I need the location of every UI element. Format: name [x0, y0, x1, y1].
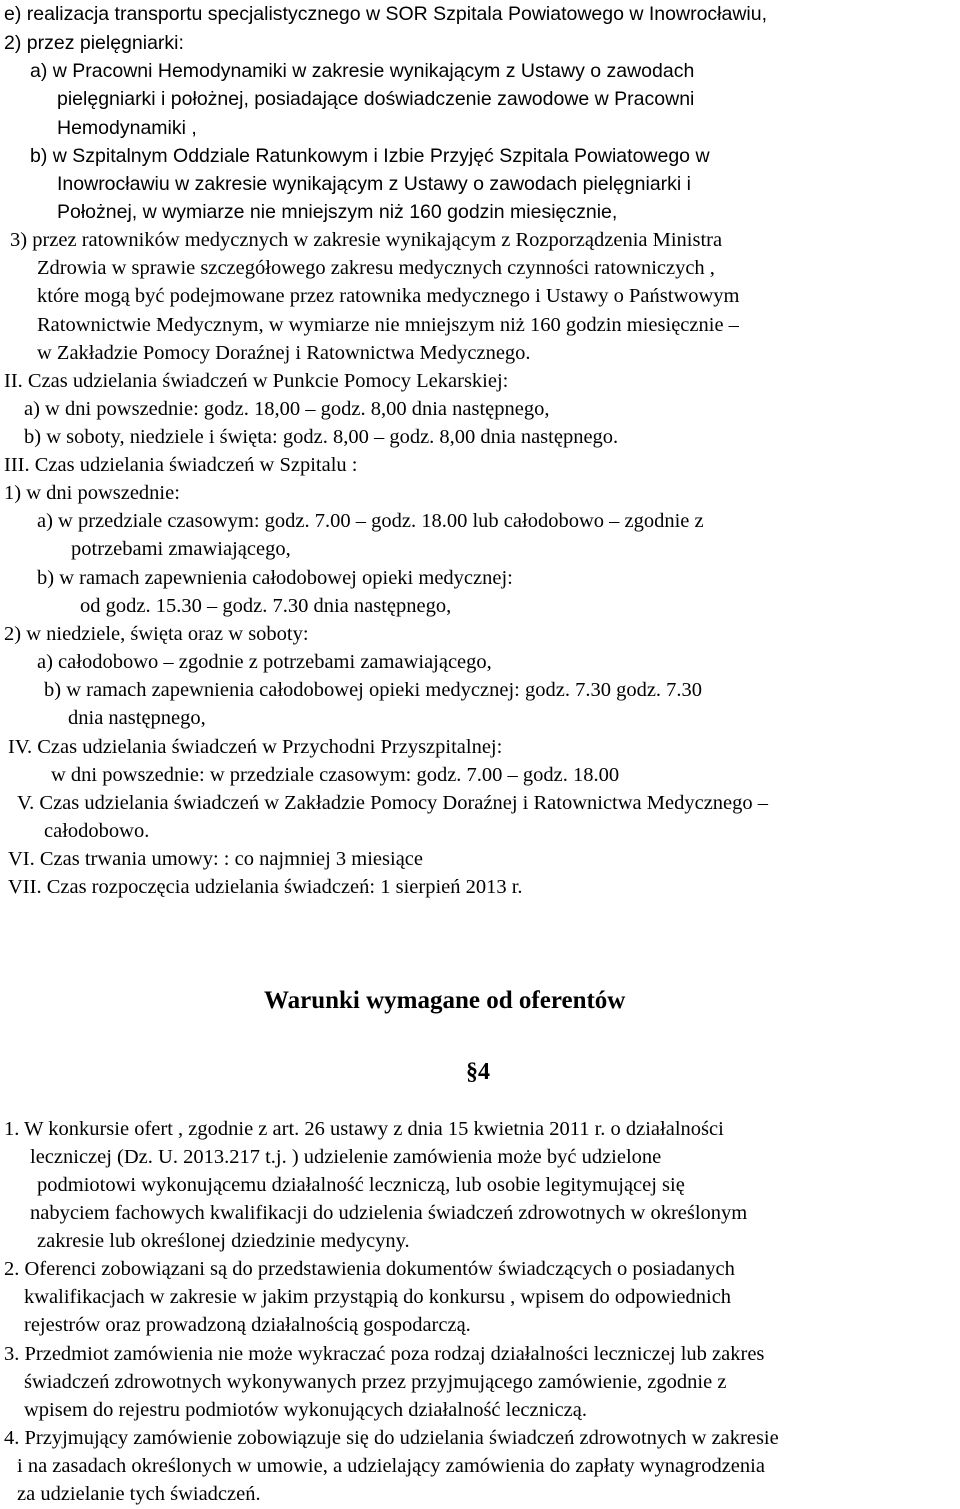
text-line: od godz. 15.30 – godz. 7.30 dnia następnego, [80, 595, 452, 617]
text-line: rejestrów oraz prowadzoną działalnością gospodarczą. [24, 1314, 471, 1336]
text-line: 2) w niedziele, święta oraz w soboty: [4, 623, 309, 645]
text-line: a) w Pracowni Hemodynamiki w zakresie wynikającym z Ustawy o zawodach [30, 60, 695, 82]
text-line: świadczeń zdrowotnych wykonywanych przez przyjmującego zamówienie, zgodnie z [24, 1371, 727, 1393]
text-line: wpisem do rejestru podmiotów wykonujących działalność leczniczą. [24, 1399, 587, 1421]
text-line: 1. W konkursie ofert , zgodnie z art. 26 ustawy z dnia 15 kwietnia 2011 r. o działalności [4, 1118, 724, 1140]
text-line: leczniczej (Dz. U. 2013.217 t.j. ) udzielenie zamówienia może być udzielone [30, 1146, 662, 1168]
paragraph-number: §4 [466, 1059, 490, 1085]
text-line: dnia następnego, [68, 707, 206, 729]
text-line: 2. Oferenci zobowiązani są do przedstawienia dokumentów świadczących o posiadanych [4, 1258, 735, 1280]
text-line: Hemodynamiki , [57, 117, 197, 139]
text-line: b) w ramach zapewnienia całodobowej opieki medycznej: godz. 7.30 godz. 7.30 [44, 679, 703, 701]
text-line: całodobowo. [44, 820, 150, 842]
text-line: zakresie lub określonej dziedzinie medycyny. [37, 1230, 410, 1252]
text-line: 1) w dni powszednie: [4, 482, 180, 504]
text-line: za udzielanie tych świadczeń. [17, 1483, 261, 1505]
text-line: a) w przedziale czasowym: godz. 7.00 – godz. 18.00 lub całodobowo – zgodnie z [37, 510, 704, 532]
text-line: VII. Czas rozpoczęcia udzielania świadczeń: 1 sierpień 2013 r. [8, 876, 523, 898]
text-line: II. Czas udzielania świadczeń w Punkcie Pomocy Lekarskiej: [4, 370, 509, 392]
text-line: a) w dni powszednie: godz. 18,00 – godz. 8,00 dnia następnego, [24, 398, 550, 420]
text-line: b) w soboty, niedziele i święta: godz. 8,00 – godz. 8,00 dnia następnego. [24, 426, 619, 448]
text-line: nabyciem fachowych kwalifikacji do udzielenia świadczeń zdrowotnych w określonym [30, 1202, 748, 1224]
text-line: 3. Przedmiot zamówienia nie może wykraczać poza rodzaj działalności leczniczej lub zakres [4, 1343, 765, 1365]
text-line: 4. Przyjmujący zamówienie zobowiązuje się do udzielania świadczeń zdrowotnych w zakresie [4, 1427, 779, 1449]
text-line: 2) przez pielęgniarki: [4, 32, 184, 54]
text-line: potrzebami zmawiającego, [71, 538, 291, 560]
text-line: b) w Szpitalnym Oddziale Ratunkowym i Izbie Przyjęć Szpitala Powiatowego w [30, 145, 710, 167]
text-line: V. Czas udzielania świadczeń w Zakładzie Pomocy Doraźnej i Ratownictwa Medycznego – [17, 792, 769, 814]
text-line: III. Czas udzielania świadczeń w Szpitalu : [4, 454, 358, 476]
text-line: pielęgniarki i położnej, posiadające doświadczenie zawodowe w Pracowni [57, 88, 695, 110]
text-line: b) w ramach zapewnienia całodobowej opieki medycznej: [37, 567, 513, 589]
text-line: Inowrocławiu w zakresie wynikającym z Ustawy o zawodach pielęgniarki i [57, 173, 691, 195]
text-line: IV. Czas udzielania świadczeń w Przychodni Przyszpitalnej: [8, 736, 503, 758]
section-title: Warunki wymagane od oferentów [264, 987, 626, 1014]
text-line: Położnej, w wymiarze nie mniejszym niż 160 godzin miesięcznie, [57, 201, 618, 223]
text-line: w Zakładzie Pomocy Doraźnej i Ratownictwa Medycznego. [37, 342, 531, 364]
text-line: a) całodobowo – zgodnie z potrzebami zamawiającego, [37, 651, 492, 673]
text-line: 3) przez ratowników medycznych w zakresie wynikającym z Rozporządzenia Ministra [10, 229, 723, 251]
text-line: e) realizacja transportu specjalistycznego w SOR Szpitala Powiatowego w Inowrocławiu, [4, 3, 768, 25]
text-line: podmiotowi wykonującemu działalność leczniczą, lub osobie legitymującej się [37, 1174, 685, 1196]
text-line: w dni powszednie: w przedziale czasowym: godz. 7.00 – godz. 18.00 [51, 764, 620, 786]
text-line: Zdrowia w sprawie szczegółowego zakresu medycznych czynności ratowniczych , [37, 257, 715, 279]
text-line: które mogą być podejmowane przez ratownika medycznego i Ustawy o Państwowym [37, 285, 740, 307]
text-line: Ratownictwie Medycznym, w wymiarze nie mniejszym niż 160 godzin miesięcznie – [37, 314, 739, 336]
text-line: VI. Czas trwania umowy: : co najmniej 3 miesiące [8, 848, 424, 870]
text-line: i na zasadach określonych w umowie, a udzielający zamówienia do zapłaty wynagrodzenia [17, 1455, 765, 1477]
text-line: kwalifikacjach w zakresie w jakim przystąpią do konkursu , wpisem do odpowiednich [24, 1286, 732, 1308]
